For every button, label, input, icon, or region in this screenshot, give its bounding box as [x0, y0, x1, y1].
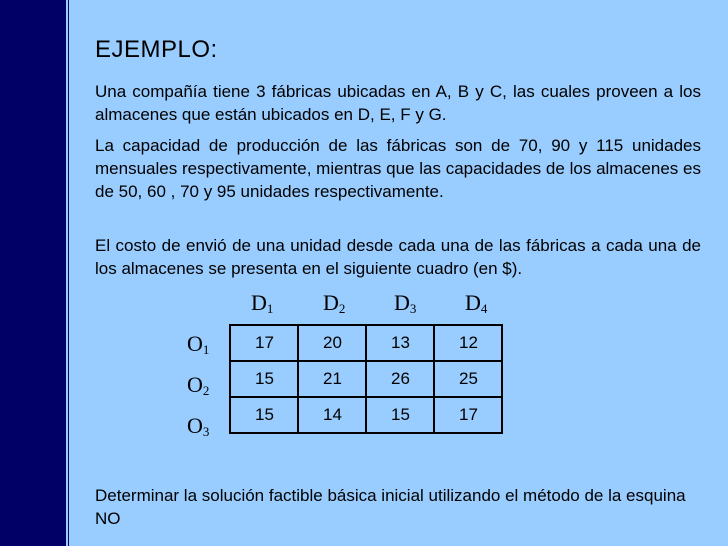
- row-label-o3: $O_3$: [187, 413, 210, 439]
- column-header-d4: $D_4$: [465, 290, 488, 316]
- row-label-o1: $O_1$: [187, 331, 210, 357]
- table-cell: 14: [298, 397, 366, 433]
- footer-instruction: Determinar la solución factible básica inicial utilizando el método de la esquina NO: [95, 486, 686, 528]
- column-header-d3: $D_3$: [394, 290, 417, 316]
- sidebar-divider: [68, 0, 69, 546]
- paragraph-shipping-cost: El costo de envió de una unidad desde cada una de las fábricas a cada una de los almacenes se presenta en el siguiente cuadro (en $).: [95, 236, 701, 278]
- table-cell: 26: [366, 361, 434, 397]
- slide-title: EJEMPLO:: [95, 36, 218, 63]
- table-cell: 21: [298, 361, 366, 397]
- table-row: [230, 325, 502, 361]
- cost-table: [229, 324, 503, 434]
- table-row: [230, 361, 502, 397]
- column-header-d1: $D_1$: [251, 290, 274, 316]
- table-cell: 12: [434, 325, 502, 361]
- row-label-o2: $O_2$: [187, 372, 210, 398]
- paragraph-capacities: La capacidad de producción de las fábricas son de 70, 90 y 115 unidades mensuales respectivamente, mientras que las capacidades de los almacenes es de 50, 60 , 70 y 95 unidades respectivamente.: [95, 136, 701, 201]
- table-cell: 15: [230, 397, 298, 433]
- column-header-d2: $D_2$: [323, 290, 346, 316]
- table-cell: 15: [366, 397, 434, 433]
- table-cell: 13: [366, 325, 434, 361]
- table-cell: 15: [230, 361, 298, 397]
- left-sidebar-band: [0, 0, 66, 546]
- table-cell: 25: [434, 361, 502, 397]
- paragraph-factories: Una compañía tiene 3 fábricas ubicadas en A, B y C, las cuales proveen a los almacenes que están ubicados en D, E, F y G.: [95, 82, 701, 124]
- table-cell: 17: [434, 397, 502, 433]
- table-cell: 20: [298, 325, 366, 361]
- table-cell: 17: [230, 325, 298, 361]
- table-row: [230, 397, 502, 433]
